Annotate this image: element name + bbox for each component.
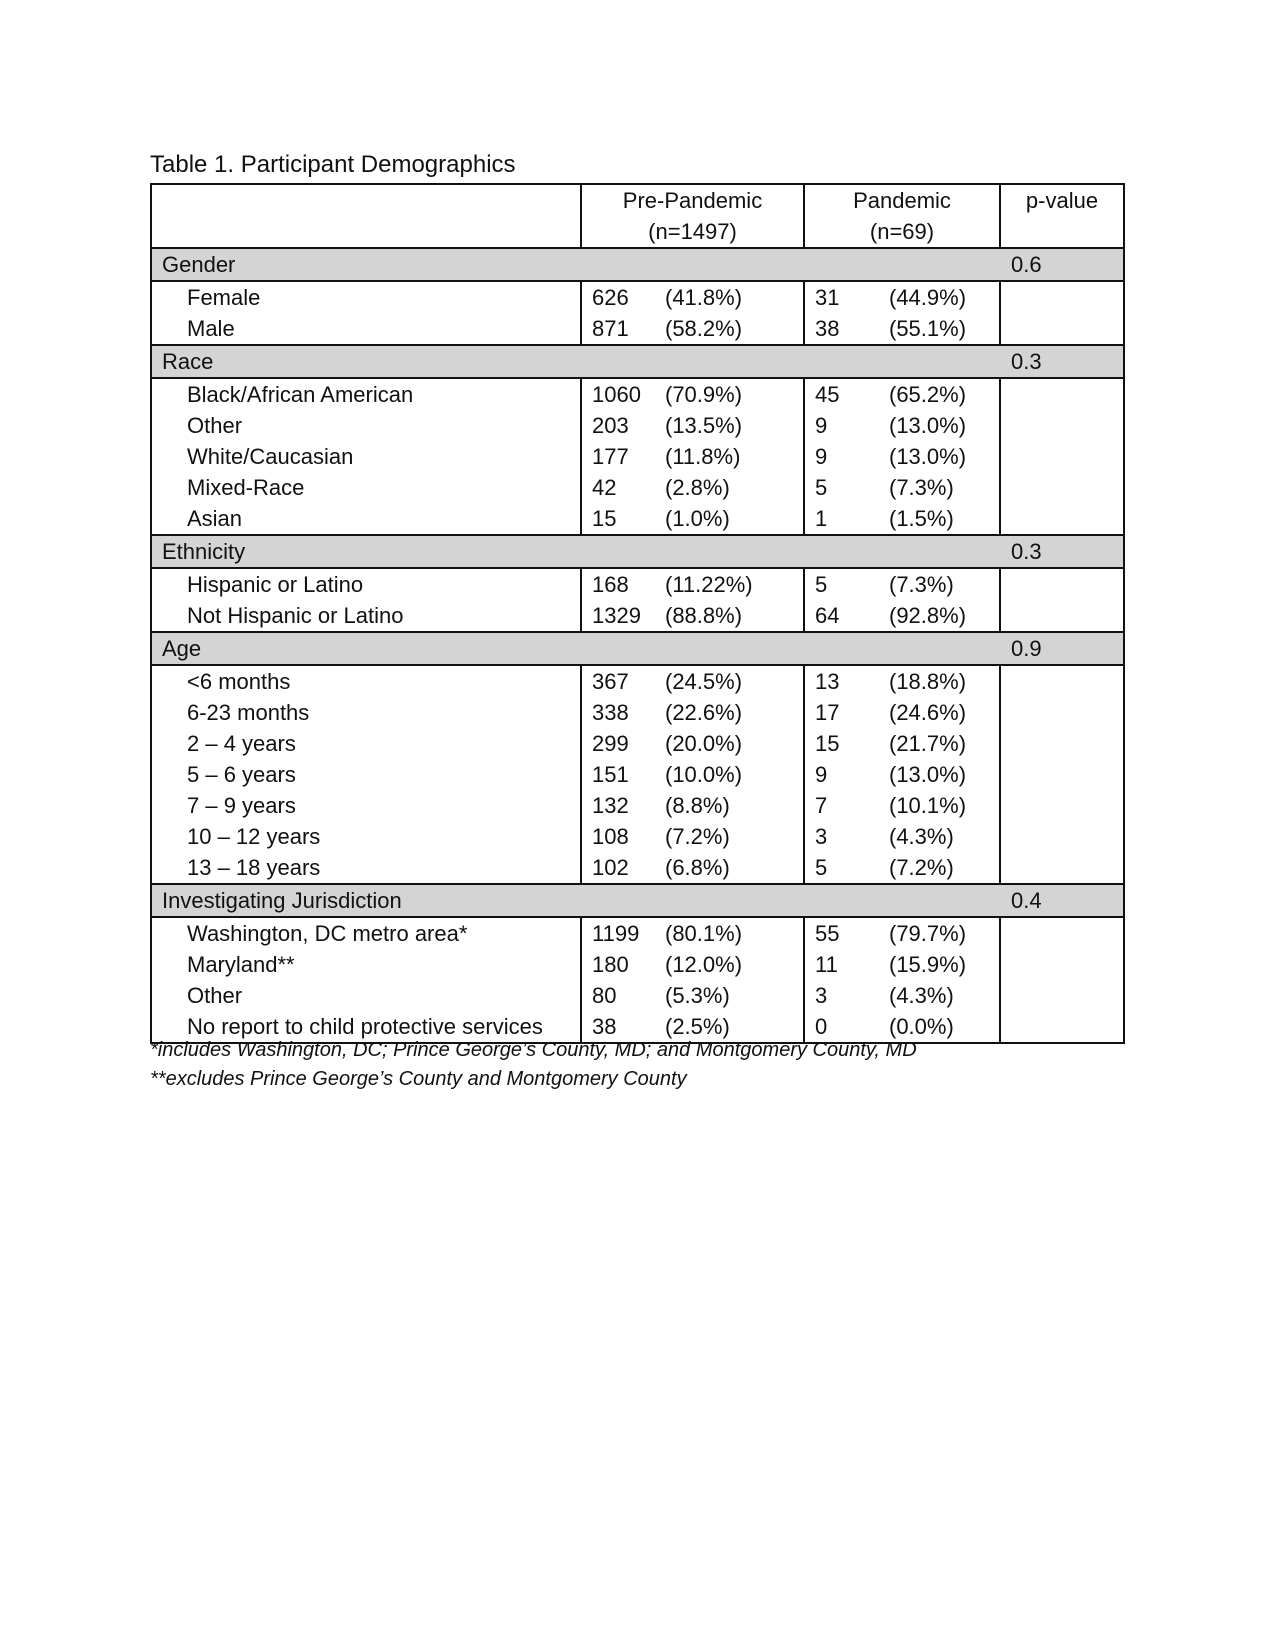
pre-pandemic-cell [581, 980, 804, 1011]
row-label: Other [151, 980, 581, 1011]
p-value-cell [1000, 410, 1124, 441]
section-p-value: 0.9 [1000, 632, 1124, 665]
row-label: 13 – 18 years [151, 852, 581, 884]
pre-pandemic-percent: (24.5%) [665, 669, 743, 694]
p-value-cell [1000, 728, 1124, 759]
pre-pandemic-percent: (70.9%) [665, 382, 743, 407]
pandemic-percent: (13.0%) [889, 413, 967, 438]
pandemic-count: 9 [815, 413, 828, 438]
row-label: Mixed-Race [151, 472, 581, 503]
header-empty-cell [151, 184, 581, 248]
pre-pandemic-count: 168 [592, 572, 629, 597]
pre-pandemic-percent: (7.2%) [665, 824, 730, 849]
pandemic-cell [804, 410, 1000, 441]
pandemic-percent: (7.3%) [889, 572, 954, 597]
pandemic-cell [804, 917, 1000, 949]
pre-pandemic-count: 80 [592, 983, 617, 1008]
section-label: Investigating Jurisdiction [151, 884, 1000, 917]
pre-pandemic-percent: (12.0%) [665, 952, 743, 977]
pre-pandemic-cell [581, 790, 804, 821]
pre-pandemic-count: 626 [592, 285, 629, 310]
row-label: Black/African American [151, 378, 581, 410]
pandemic-percent: (15.9%) [889, 952, 967, 977]
pre-pandemic-cell [581, 313, 804, 345]
pre-pandemic-percent: (20.0%) [665, 731, 743, 756]
pandemic-percent: (13.0%) [889, 444, 967, 469]
row-label: 10 – 12 years [151, 821, 581, 852]
p-value-cell [1000, 697, 1124, 728]
pre-pandemic-percent: (1.0%) [665, 506, 730, 531]
pandemic-percent: (4.3%) [889, 983, 954, 1008]
pre-pandemic-count: 1329 [592, 603, 641, 628]
row-label: 2 – 4 years [151, 728, 581, 759]
pandemic-percent: (13.0%) [889, 762, 967, 787]
table-row [151, 917, 1124, 949]
pre-pandemic-percent: (80.1%) [665, 921, 743, 946]
pre-pandemic-cell [581, 281, 804, 313]
pandemic-cell [804, 378, 1000, 410]
pandemic-cell [804, 821, 1000, 852]
pre-pandemic-count: 1060 [592, 382, 641, 407]
row-label: Not Hispanic or Latino [151, 600, 581, 632]
table-row [151, 441, 1124, 472]
pre-pandemic-percent: (10.0%) [665, 762, 743, 787]
pre-pandemic-percent: (11.22%) [665, 572, 753, 597]
pre-pandemic-count: 871 [592, 316, 629, 341]
section-header-row [151, 248, 1124, 281]
pre-pandemic-count: 180 [592, 952, 629, 977]
section-header-row [151, 535, 1124, 568]
pandemic-percent: (79.7%) [889, 921, 967, 946]
section-label: Gender [151, 248, 1000, 281]
pandemic-cell [804, 949, 1000, 980]
pandemic-count: 0 [815, 1014, 828, 1039]
pre-pandemic-count: 367 [592, 669, 629, 694]
pre-pandemic-cell [581, 378, 804, 410]
pandemic-cell [804, 600, 1000, 632]
pandemic-count: 1 [815, 506, 828, 531]
pandemic-count: 13 [815, 669, 840, 694]
p-value-cell [1000, 917, 1124, 949]
pandemic-count: 5 [815, 855, 828, 880]
pandemic-percent: (18.8%) [889, 669, 967, 694]
pandemic-cell [804, 852, 1000, 884]
row-label: Male [151, 313, 581, 345]
pandemic-cell [804, 503, 1000, 535]
table-row [151, 568, 1124, 600]
pandemic-percent: (0.0%) [889, 1014, 954, 1039]
row-label: Other [151, 410, 581, 441]
pre-pandemic-percent: (58.2%) [665, 316, 743, 341]
row-label: Asian [151, 503, 581, 535]
pandemic-count: 5 [815, 475, 828, 500]
section-header-row [151, 632, 1124, 665]
pre-pandemic-percent: (2.8%) [665, 475, 730, 500]
row-label: No report to child protective services [151, 1011, 581, 1043]
section-header-row [151, 884, 1124, 917]
row-label: Washington, DC metro area* [151, 917, 581, 949]
header-pre-pandemic-n: (n=1497) [648, 219, 737, 244]
table-row [151, 665, 1124, 697]
pre-pandemic-cell [581, 568, 804, 600]
pre-pandemic-percent: (2.5%) [665, 1014, 730, 1039]
pre-pandemic-percent: (41.8%) [665, 285, 743, 310]
pandemic-count: 9 [815, 444, 828, 469]
section-label: Race [151, 345, 1000, 378]
header-pre-pandemic [581, 184, 804, 248]
pandemic-cell [804, 759, 1000, 790]
pandemic-percent: (7.2%) [889, 855, 954, 880]
table-row [151, 949, 1124, 980]
row-label: Hispanic or Latino [151, 568, 581, 600]
footnote-2: **excludes Prince George’s County and Montgomery County [150, 1068, 687, 1090]
pre-pandemic-cell [581, 472, 804, 503]
pandemic-cell [804, 980, 1000, 1011]
pre-pandemic-cell [581, 759, 804, 790]
p-value-cell [1000, 378, 1124, 410]
footnotes [150, 1036, 917, 1094]
pre-pandemic-cell [581, 949, 804, 980]
pandemic-count: 3 [815, 824, 828, 849]
pandemic-percent: (92.8%) [889, 603, 967, 628]
pandemic-percent: (7.3%) [889, 475, 954, 500]
table-row [151, 790, 1124, 821]
header-pandemic-label: Pandemic [853, 188, 951, 213]
p-value-cell [1000, 790, 1124, 821]
table-header-row [151, 184, 1124, 248]
row-label: 6-23 months [151, 697, 581, 728]
p-value-cell [1000, 980, 1124, 1011]
p-value-cell [1000, 281, 1124, 313]
table-title: Table 1. Participant Demographics [150, 151, 516, 178]
p-value-cell [1000, 665, 1124, 697]
pre-pandemic-cell [581, 852, 804, 884]
p-value-cell [1000, 759, 1124, 790]
pre-pandemic-cell [581, 917, 804, 949]
pre-pandemic-cell [581, 441, 804, 472]
pandemic-count: 5 [815, 572, 828, 597]
pre-pandemic-count: 38 [592, 1014, 617, 1039]
section-header-row [151, 345, 1124, 378]
row-label: 7 – 9 years [151, 790, 581, 821]
section-p-value: 0.4 [1000, 884, 1124, 917]
table-row [151, 980, 1124, 1011]
row-label: White/Caucasian [151, 441, 581, 472]
pandemic-cell [804, 313, 1000, 345]
table-row [151, 378, 1124, 410]
p-value-cell [1000, 503, 1124, 535]
p-value-cell [1000, 472, 1124, 503]
pre-pandemic-count: 203 [592, 413, 629, 438]
pre-pandemic-cell [581, 821, 804, 852]
pre-pandemic-count: 132 [592, 793, 629, 818]
pandemic-percent: (4.3%) [889, 824, 954, 849]
table-row [151, 728, 1124, 759]
pre-pandemic-count: 1199 [592, 921, 640, 946]
pandemic-percent: (55.1%) [889, 316, 967, 341]
p-value-cell [1000, 852, 1124, 884]
table-row [151, 281, 1124, 313]
pre-pandemic-count: 151 [592, 762, 629, 787]
pre-pandemic-percent: (88.8%) [665, 603, 743, 628]
pandemic-count: 64 [815, 603, 840, 628]
pandemic-count: 15 [815, 731, 840, 756]
table-row [151, 600, 1124, 632]
p-value-cell [1000, 441, 1124, 472]
p-value-cell [1000, 949, 1124, 980]
pandemic-cell [804, 568, 1000, 600]
row-label: Maryland** [151, 949, 581, 980]
table-row [151, 313, 1124, 345]
pre-pandemic-count: 42 [592, 475, 617, 500]
pre-pandemic-cell [581, 665, 804, 697]
row-label: Female [151, 281, 581, 313]
pandemic-cell [804, 441, 1000, 472]
section-p-value: 0.6 [1000, 248, 1124, 281]
pandemic-count: 3 [815, 983, 828, 1008]
pre-pandemic-count: 299 [592, 731, 629, 756]
pre-pandemic-percent: (11.8%) [665, 444, 741, 469]
header-p-value-label: p-value [1025, 188, 1099, 213]
footnote-1: *includes Washington, DC; Prince George’s County, MD; and Montgomery County, MD [150, 1039, 917, 1061]
header-p-value [1000, 184, 1124, 248]
pre-pandemic-percent: (6.8%) [665, 855, 730, 880]
pre-pandemic-percent: (8.8%) [665, 793, 730, 818]
pre-pandemic-percent: (5.3%) [665, 983, 730, 1008]
table-row [151, 697, 1124, 728]
pre-pandemic-percent: (22.6%) [665, 700, 743, 725]
p-value-cell [1000, 1011, 1124, 1043]
section-p-value: 0.3 [1000, 345, 1124, 378]
section-p-value: 0.3 [1000, 535, 1124, 568]
table-row [151, 472, 1124, 503]
pandemic-cell [804, 281, 1000, 313]
pandemic-percent: (44.9%) [889, 285, 967, 310]
pandemic-percent: (65.2%) [889, 382, 967, 407]
pandemic-cell [804, 697, 1000, 728]
p-value-cell [1000, 568, 1124, 600]
pre-pandemic-count: 15 [592, 506, 617, 531]
row-label: 5 – 6 years [151, 759, 581, 790]
pre-pandemic-count: 177 [592, 444, 629, 469]
header-pre-pandemic-label: Pre-Pandemic [622, 188, 763, 213]
pandemic-percent: (10.1%) [889, 793, 967, 818]
pre-pandemic-cell [581, 697, 804, 728]
pandemic-count: 45 [815, 382, 840, 407]
pre-pandemic-count: 102 [592, 855, 629, 880]
pandemic-percent: (24.6%) [889, 700, 967, 725]
pandemic-percent: (21.7%) [889, 731, 967, 756]
pandemic-count: 7 [815, 793, 828, 818]
pandemic-percent: (1.5%) [889, 506, 954, 531]
table-row [151, 759, 1124, 790]
pre-pandemic-cell [581, 410, 804, 441]
row-label: <6 months [151, 665, 581, 697]
section-label: Age [151, 632, 1000, 665]
pre-pandemic-count: 108 [592, 824, 629, 849]
table-row [151, 503, 1124, 535]
p-value-cell [1000, 821, 1124, 852]
pre-pandemic-cell [581, 503, 804, 535]
pandemic-count: 11 [815, 952, 838, 977]
pandemic-cell [804, 728, 1000, 759]
p-value-cell [1000, 313, 1124, 345]
pandemic-count: 9 [815, 762, 828, 787]
pandemic-cell [804, 790, 1000, 821]
p-value-cell [1000, 600, 1124, 632]
pandemic-count: 17 [815, 700, 840, 725]
header-pandemic [804, 184, 1000, 248]
pre-pandemic-count: 338 [592, 700, 629, 725]
pandemic-cell [804, 472, 1000, 503]
table-row [151, 821, 1124, 852]
pandemic-count: 31 [815, 285, 840, 310]
pandemic-cell [804, 665, 1000, 697]
section-label: Ethnicity [151, 535, 1000, 568]
pre-pandemic-cell [581, 728, 804, 759]
demographics-table [150, 183, 1125, 1044]
pandemic-count: 38 [815, 316, 840, 341]
header-pandemic-n: (n=69) [869, 219, 935, 244]
pre-pandemic-cell [581, 600, 804, 632]
pre-pandemic-percent: (13.5%) [665, 413, 743, 438]
pandemic-count: 55 [815, 921, 840, 946]
table-row [151, 410, 1124, 441]
table-row [151, 852, 1124, 884]
